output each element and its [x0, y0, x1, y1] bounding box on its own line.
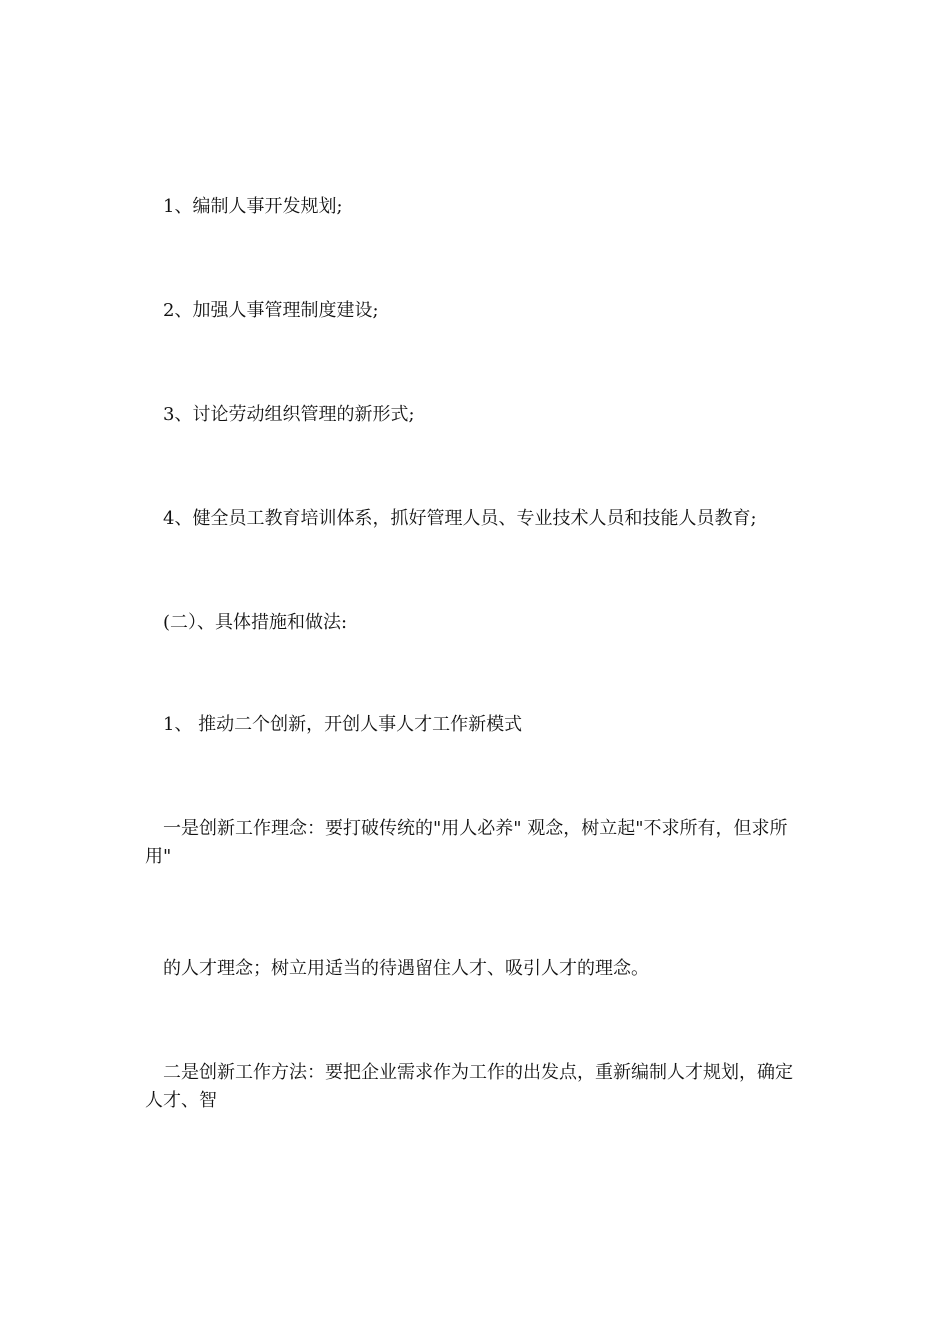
paragraph-6: 一是创新工作理念：要打破传统的"用人必养" 观念，树立起"不求所有，但求所用" — [145, 818, 788, 867]
paragraph-5: 1、 推动二个创新，开创人事人才工作新模式 — [145, 714, 523, 735]
paragraph-4: 4、健全员工教育培训体系，抓好管理人员、专业技术人员和技能人员教育; — [145, 508, 757, 529]
paragraph-7: 的人才理念；树立用适当的待遇留住人才、吸引人才的理念。 — [145, 958, 649, 979]
section-heading: (二）、具体措施和做法: — [145, 612, 348, 633]
paragraph-3: 3、讨论劳动组织管理的新形式; — [145, 404, 415, 425]
paragraph-2: 2、加强人事管理制度建设; — [145, 300, 379, 321]
paragraph-1: 1、编制人事开发规划; — [145, 196, 343, 217]
paragraph-8: 二是创新工作方法：要把企业需求作为工作的出发点，重新编制人才规划，确定人才、智 — [145, 1062, 793, 1111]
